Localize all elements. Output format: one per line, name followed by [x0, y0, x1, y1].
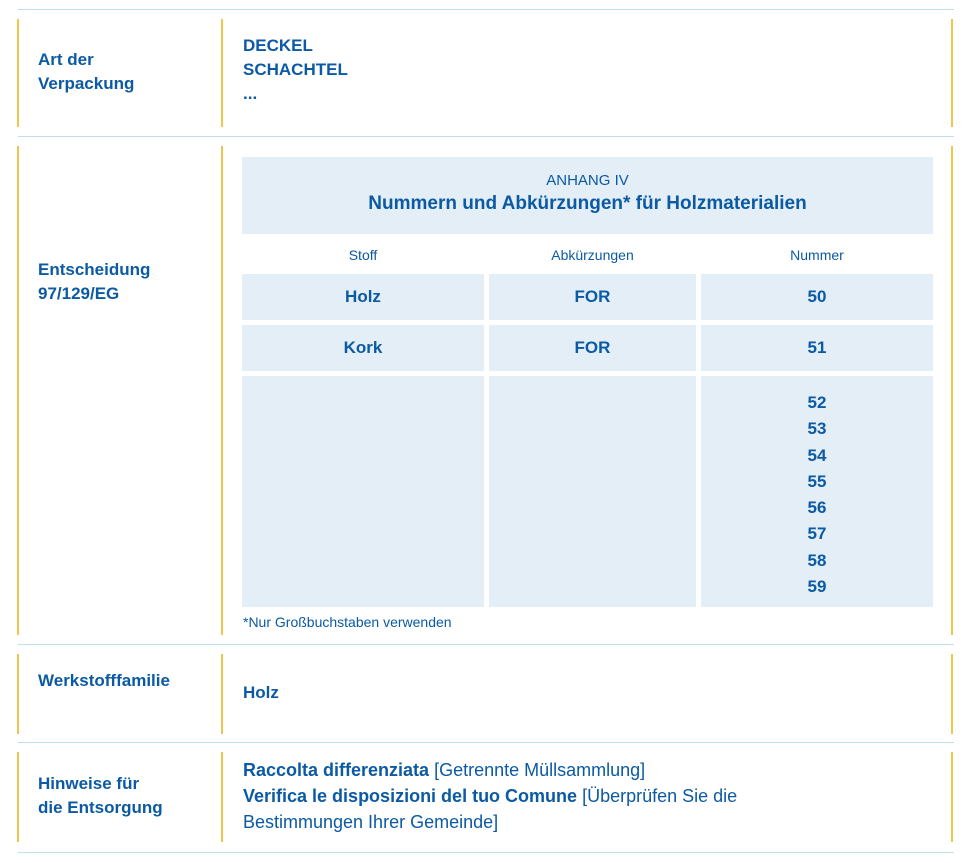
divider — [18, 852, 954, 853]
column-border — [221, 752, 223, 842]
disposal-line — [243, 783, 943, 809]
number-item: 52 — [807, 393, 827, 412]
label-line: Art der — [38, 50, 94, 69]
table-cell-stoff — [242, 376, 484, 607]
disposal-line — [243, 757, 943, 783]
table-cell-abk: FOR — [489, 325, 696, 371]
number-item: 57 — [807, 524, 827, 544]
packaging-type-label — [38, 48, 213, 96]
number-item: 56 — [807, 498, 827, 518]
column-border — [221, 146, 223, 635]
divider — [18, 742, 954, 743]
disposal-label — [38, 772, 213, 820]
annex-header — [242, 157, 933, 234]
divider — [18, 136, 954, 137]
disposal-line1-normal: [Getrennte Müllsammlung] — [429, 760, 646, 780]
number-item: 58 — [807, 550, 827, 570]
left-border — [17, 19, 19, 127]
material-family-value: Holz — [243, 683, 279, 702]
disposal-line — [243, 809, 943, 835]
right-border — [951, 146, 953, 635]
label-line: 97/129/EG — [38, 284, 120, 303]
number-item: 59 — [807, 577, 827, 597]
table-cell-abk — [489, 376, 696, 607]
label-line: Verpackung — [38, 74, 135, 93]
label-line: Werkstofffamilie — [38, 671, 170, 690]
material-family-label — [38, 669, 213, 693]
value-line: DECKEL — [243, 36, 313, 55]
table-cell-abk: FOR — [489, 274, 696, 320]
disposal-line2-bold: Verifica le disposizioni del tuo Comune — [243, 786, 578, 806]
disposal-line3-normal: Bestimmungen Ihrer Gemeinde] — [243, 812, 499, 832]
disposal-line2-normal: [Überprüfen Sie die — [577, 786, 738, 806]
divider — [18, 9, 954, 10]
divider — [18, 644, 954, 645]
number-item: 53 — [807, 419, 827, 439]
table-cell-nummer: 50 — [701, 274, 933, 320]
disposal-instructions — [243, 757, 943, 835]
disposal-line1-bold: Raccolta differenziata — [243, 760, 430, 780]
number-item: 55 — [807, 471, 827, 491]
decision-label — [38, 258, 213, 306]
table-cell-nummer-list — [701, 376, 933, 607]
number-item: 54 — [807, 445, 827, 465]
table-cell-stoff: Holz — [242, 274, 484, 320]
right-border — [951, 654, 953, 734]
footnote: *Nur Großbuchstaben verwenden — [243, 614, 452, 630]
label-line: Entscheidung — [38, 260, 151, 279]
annex-title: Nummern und Abkürzungen* für Holzmaterialien — [368, 193, 807, 214]
left-border — [17, 752, 19, 842]
column-header-stoff: Stoff — [348, 247, 378, 263]
right-border — [951, 752, 953, 842]
table-cell-stoff: Kork — [242, 325, 484, 371]
left-border — [17, 146, 19, 635]
label-line: die Entsorgung — [38, 798, 163, 817]
table-cell-nummer: 51 — [701, 325, 933, 371]
value-line: SCHACHTEL — [243, 60, 348, 79]
label-line: Hinweise für — [38, 774, 140, 793]
annex-subtitle: ANHANG IV — [546, 172, 629, 189]
packaging-type-value — [243, 34, 348, 106]
column-border — [221, 654, 223, 734]
value-line: ... — [243, 84, 258, 103]
column-header-abkuerzungen: Abkürzungen — [551, 247, 634, 263]
right-border — [951, 19, 953, 127]
left-border — [17, 654, 19, 734]
column-border — [221, 19, 223, 127]
column-header-nummer: Nummer — [790, 247, 844, 263]
